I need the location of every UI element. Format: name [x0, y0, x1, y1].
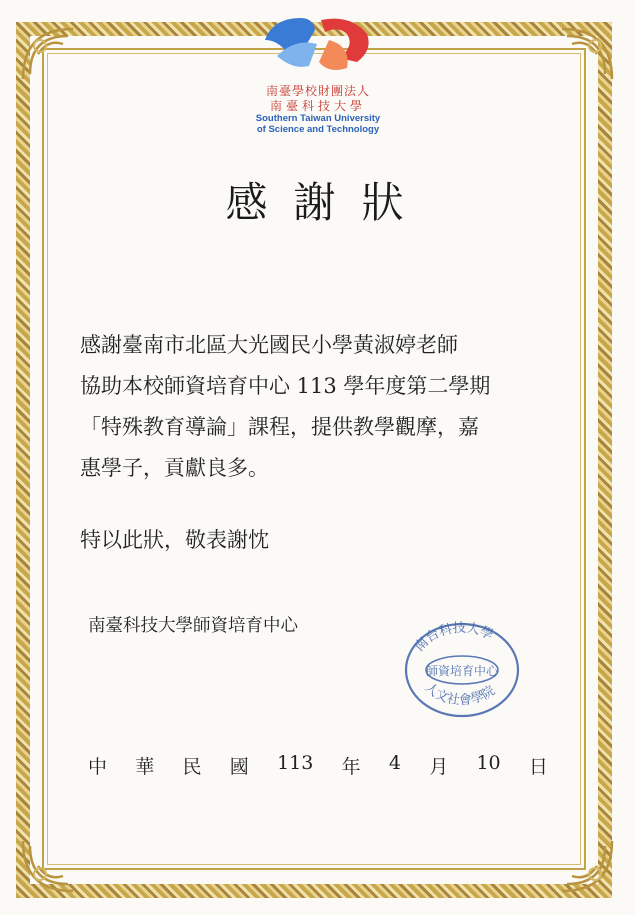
official-seal-stamp — [403, 620, 521, 720]
date-part: 年 — [341, 756, 361, 778]
stamp-ring-text: 南台科技大學 — [411, 620, 496, 655]
stamp-bottom-text: 人文社會學院 — [421, 680, 498, 709]
date-part: 國 — [229, 756, 249, 778]
body-line: 惠學子，貢獻良多。 — [80, 456, 269, 480]
date-part: 月 — [429, 756, 449, 778]
stamp-center-text: 師資培育中心 — [425, 664, 499, 678]
corner-flourish-icon — [18, 24, 78, 84]
certificate-title: 感謝狀 — [225, 178, 430, 227]
logo-university-name: 南臺科技大學 — [269, 99, 366, 113]
logo-emblem-icon — [243, 10, 393, 82]
logo-english-name-line2: of Science and Technology — [256, 124, 380, 135]
university-logo — [243, 10, 393, 135]
closing-line: 特以此狀，敬表謝忱 — [80, 528, 269, 552]
date-part: 中 — [88, 756, 108, 778]
date-day: 10 — [476, 752, 501, 774]
logo-org-name: 南臺學校財團法人 — [265, 84, 370, 98]
corner-flourish-icon — [18, 836, 78, 896]
date-month: 4 — [388, 752, 401, 774]
date-year: 113 — [277, 752, 314, 774]
issuer-name: 南臺科技大學師資培育中心 — [88, 616, 298, 636]
body-line: 協助本校師資培育中心 113 學年度第二學期 — [80, 374, 491, 398]
date-part: 華 — [135, 756, 155, 778]
logo-english-name-line1: Southern Taiwan University — [255, 113, 381, 124]
appreciation-paragraph — [80, 325, 550, 489]
issue-date — [88, 752, 548, 779]
corner-flourish-icon — [557, 836, 617, 896]
corner-flourish-icon — [557, 24, 617, 84]
date-part: 民 — [182, 756, 202, 778]
body-line: 「特殊教育導論」課程，提供教學觀摩，嘉 — [80, 415, 479, 439]
date-part: 日 — [528, 756, 548, 778]
body-line: 感謝臺南市北區大光國民小學黃淑婷老師 — [80, 333, 458, 357]
